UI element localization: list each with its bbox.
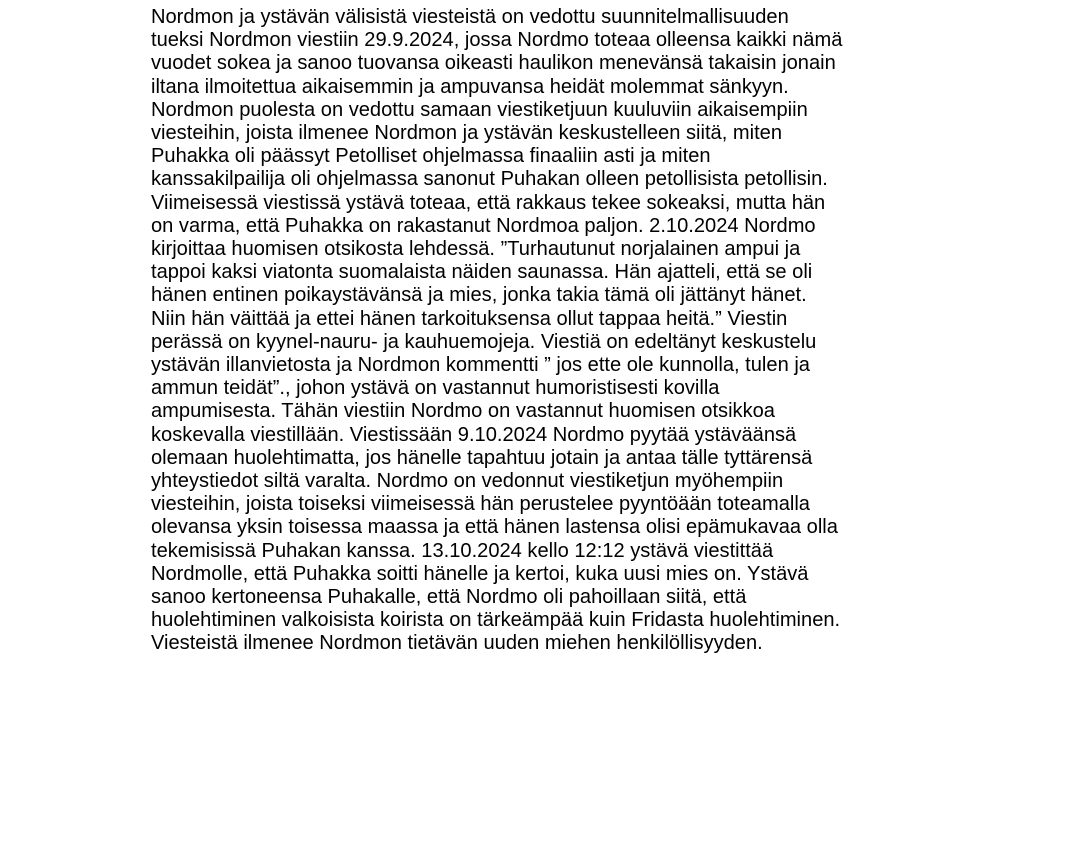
text-line: Viimeisessä viestissä ystävä toteaa, että rakkaus tekee sokeaksi, mutta hän xyxy=(151,191,826,214)
text-line: on varma, että Puhakka on rakastanut Nordmoa paljon. 2.10.2024 Nordmo xyxy=(151,214,816,237)
text-line: yhteystiedot siltä varalta. Nordmo on vedonnut viestiketjun myöhempiin xyxy=(151,470,784,493)
text-line: vuodet sokea ja sanoo tuovansa oikeasti haulikon menevänsä takaisin jonain xyxy=(151,52,836,75)
text-line: Niin hän väittää ja ettei hänen tarkoituksensa ollut tappaa heitä.” Viestin xyxy=(151,307,788,330)
text-line: viesteihin, joista toiseksi viimeisessä hän perustelee pyyntöään toteamalla xyxy=(151,493,810,516)
text-line: kirjoittaa huomisen otsikosta lehdessä. ”Turhautunut norjalainen ampui ja xyxy=(151,238,801,261)
document-page xyxy=(151,6,1051,656)
text-line: tekemisissä Puhakan kanssa. 13.10.2024 kello 12:12 ystävä viestittää xyxy=(151,539,774,562)
text-line: Nordmolle, että Puhakka soitti hänelle ja kertoi, kuka uusi mies on. Ystävä xyxy=(151,562,809,585)
text-line: iltana ilmoitettua aikaisemmin ja ampuvansa heidät molemmat sänkyyn. xyxy=(151,75,789,98)
text-line: olemaan huolehtimatta, jos hänelle tapahtuu jotain ja antaa tälle tyttärensä xyxy=(151,446,813,469)
text-line: sanoo kertoneensa Puhakalle, että Nordmo oli pahoillaan siitä, että xyxy=(151,586,747,609)
text-line: Puhakka oli päässyt Petolliset ohjelmassa finaaliin asti ja miten xyxy=(151,145,711,168)
text-line: Viesteistä ilmenee Nordmon tietävän uuden miehen henkilöllisyyden. xyxy=(151,632,763,655)
text-line: olevansa yksin toisessa maassa ja että hänen lastensa olisi epämukavaa olla xyxy=(151,516,838,539)
text-line: kanssakilpailija oli ohjelmassa sanonut Puhakan olleen petollisista petollisin. xyxy=(151,168,828,191)
text-line: huolehtiminen valkoisista koirista on tärkeämpää kuin Fridasta huolehtiminen. xyxy=(151,609,841,632)
text-line: hänen entinen poikaystävänsä ja mies, jonka takia tämä oli jättänyt hänet. xyxy=(151,284,807,307)
text-line: perässä on kyynel-nauru- ja kauhuemojeja. Viestiä on edeltänyt keskustelu xyxy=(151,330,817,353)
text-line: ystävän illanvietosta ja Nordmon kommentti ” jos ette ole kunnolla, tulen ja xyxy=(151,354,810,377)
document-paragraph xyxy=(151,6,1051,656)
text-line: tappoi kaksi viatonta suomalaista näiden saunassa. Hän ajatteli, että se oli xyxy=(151,261,813,284)
text-line: koskevalla viestillään. Viestissään 9.10.2024 Nordmo pyytää ystäväänsä xyxy=(151,423,797,446)
text-line: Nordmon ja ystävän välisistä viesteistä on vedottu suunnitelmallisuuden xyxy=(151,6,789,28)
text-line: ammun teidät”., johon ystävä on vastannut humoristisesti kovilla xyxy=(151,377,720,400)
text-line: ampumisesta. Tähän viestiin Nordmo on vastannut huomisen otsikkoa xyxy=(151,400,775,423)
text-line: tueksi Nordmon viestiin 29.9.2024, jossa Nordmo toteaa olleensa kaikki nämä xyxy=(151,29,843,52)
text-line: viesteihin, joista ilmenee Nordmon ja ystävän keskustelleen siitä, miten xyxy=(151,122,783,145)
text-line: Nordmon puolesta on vedottu samaan viestiketjuun kuuluviin aikaisempiin xyxy=(151,98,808,121)
